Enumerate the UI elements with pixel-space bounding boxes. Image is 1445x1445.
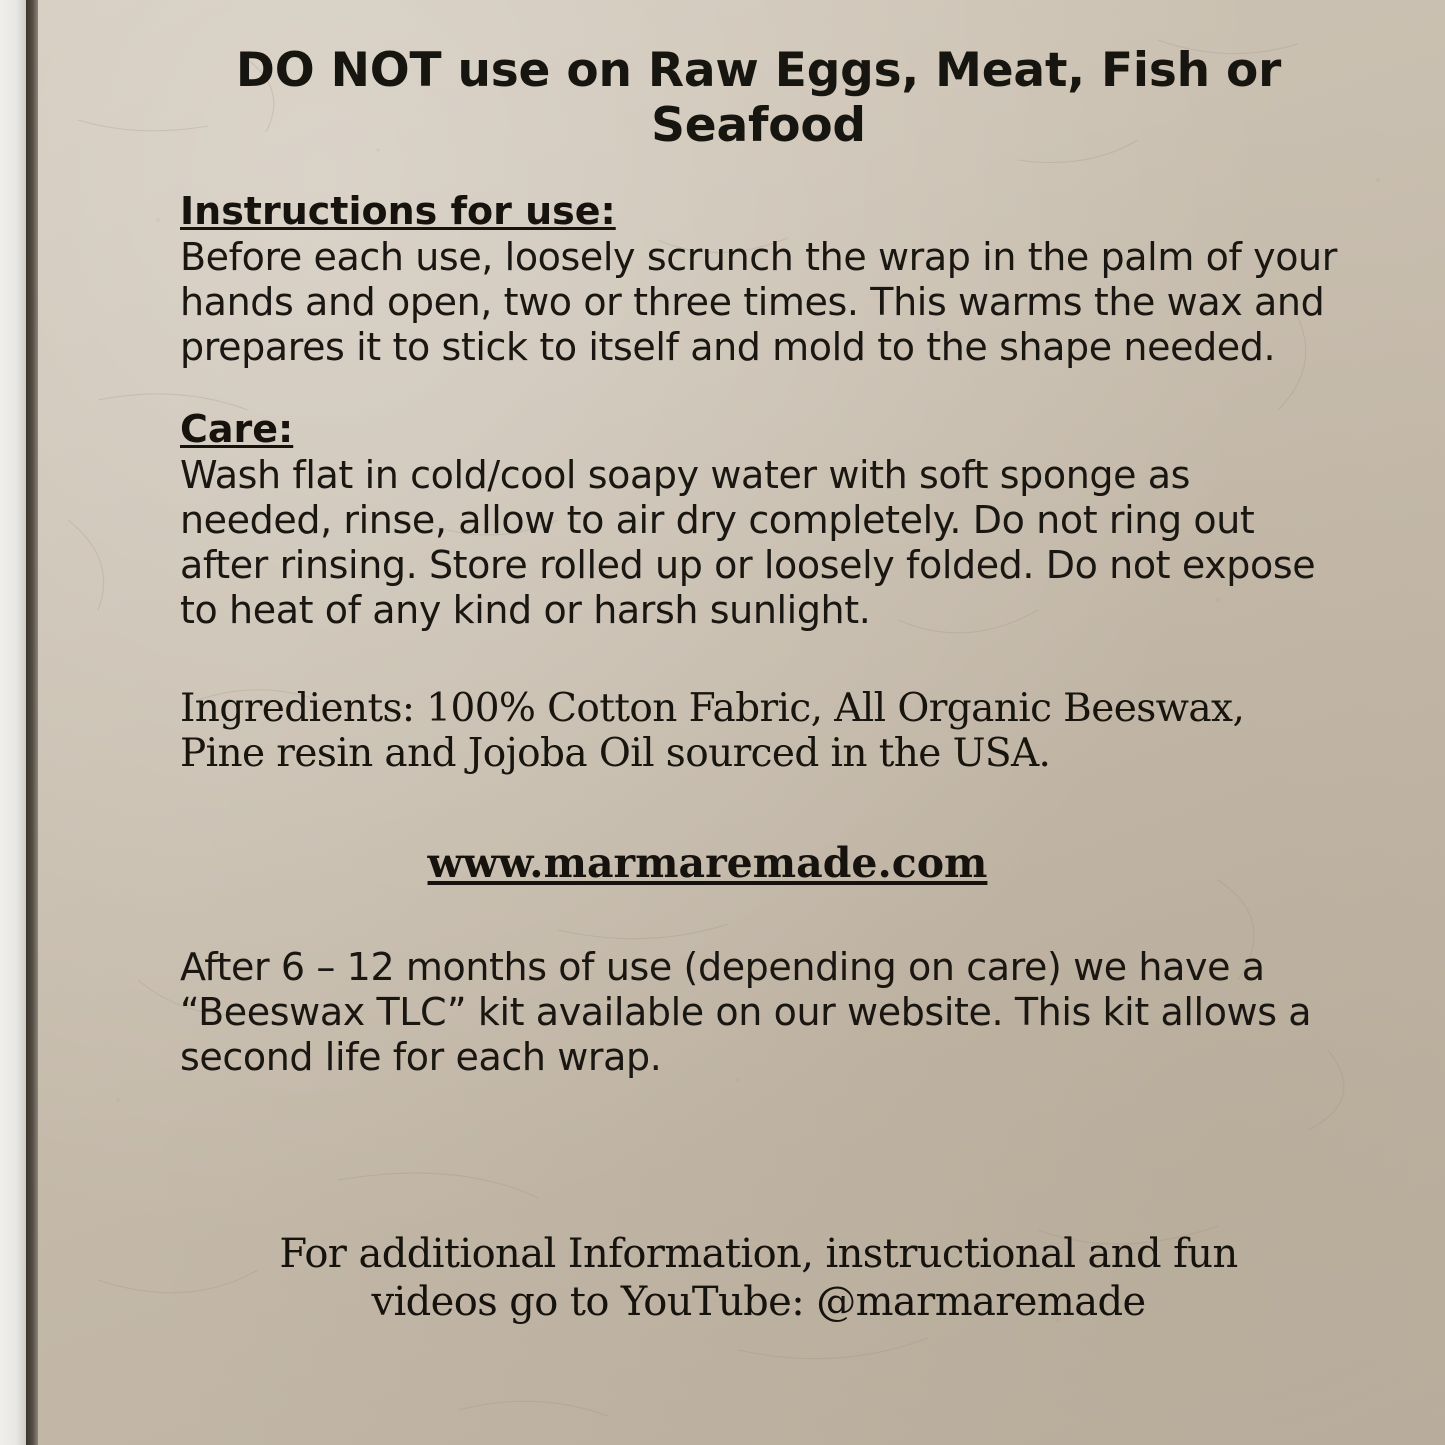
footer-note xyxy=(184,1230,1333,1326)
warning-heading: DO NOT use on Raw Eggs, Meat, Fish or Seafood xyxy=(235,43,1282,153)
label-text-block xyxy=(38,0,1445,1445)
footer-line-2: videos go to YouTube: @marmaremade xyxy=(371,1279,1146,1326)
care-title: Care: xyxy=(180,406,294,451)
care-section xyxy=(180,407,1345,634)
instructions-body: Before each use, loosely scrunch the wrap in the palm of your hands and open, two or three times. This warms the wax and prepares it to stick to itself and mold to the shape needed. xyxy=(180,235,1337,370)
tlc-kit-note: After 6 – 12 months of use (depending on care) we have a “Beeswax TLC” kit available on our website. This kit allows a second life for each wrap. xyxy=(180,944,1312,1080)
footer-line-1: For additional Information, instructional and fun xyxy=(279,1231,1238,1278)
website-url[interactable]: www.marmaremade.com xyxy=(427,838,988,887)
background-wall xyxy=(0,0,26,1445)
card-left-edge-shadow xyxy=(26,0,38,1445)
kraft-paper-card xyxy=(38,0,1445,1445)
care-body: Wash flat in cold/cool soapy water with soft sponge as needed, rinse, allow to air dry completely. Do not ring out after rinsing. Store rolled up or loosely folded. Do not expose to heat of any kind or harsh sunlight. xyxy=(180,452,1316,633)
instructions-section xyxy=(180,189,1345,371)
instructions-title: Instructions for use: xyxy=(180,189,616,234)
ingredients-text: Ingredients: 100% Cotton Fabric, All Organic Beeswax, Pine resin and Jojoba Oil sourced in the USA. xyxy=(180,685,1245,777)
